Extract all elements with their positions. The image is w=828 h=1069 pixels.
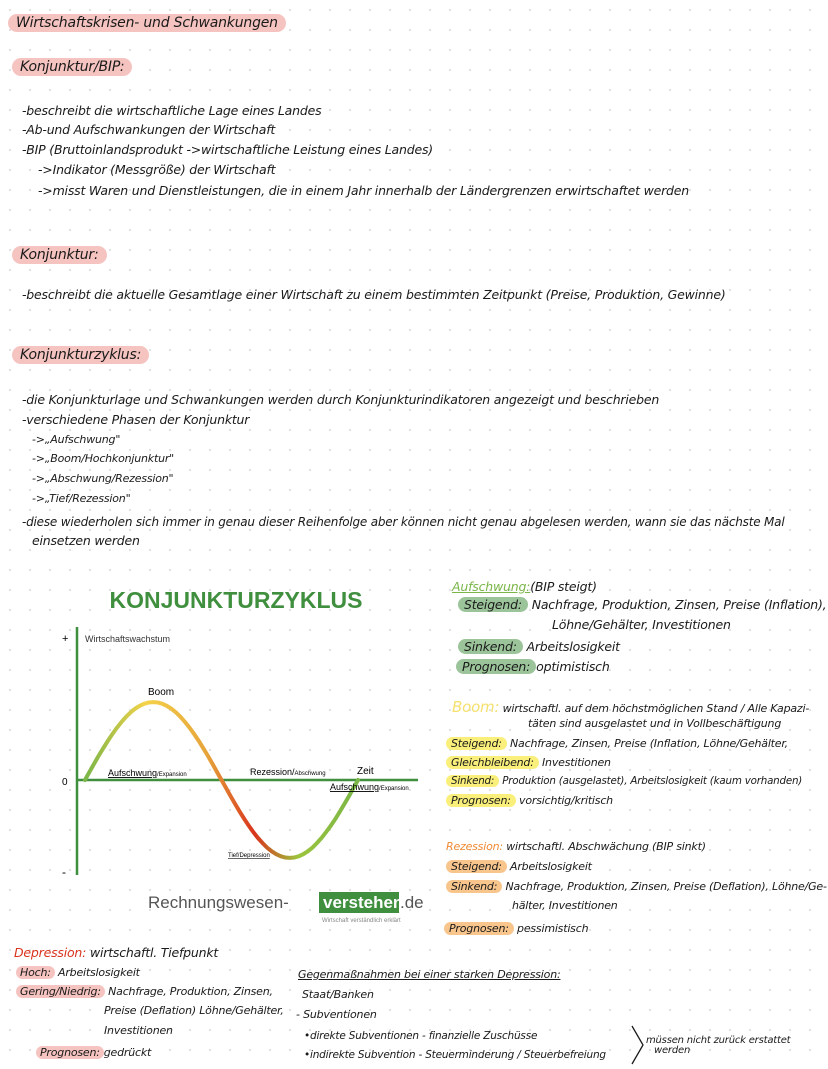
s3-line-4: ->„Boom/Hochkonjunktur"	[32, 452, 175, 465]
boom-steigend: Steigend: Nachfrage, Zinsen, Preise (Inflation, Löhne/Gehälter,	[446, 737, 788, 750]
s1-line-5: ->misst Waren und Dienstleistungen, die in einem Jahr innerhalb der Ländergrenzen erwirtschaftet werden	[38, 183, 690, 198]
brand-right: .de	[400, 893, 424, 912]
depression-prognose: Prognosen: gedrückt	[36, 1046, 151, 1059]
section-konjunkturzyklus-heading: Konjunkturzyklus:	[12, 346, 149, 364]
brand-sub: Wirtschaft verständlich erklärt	[322, 918, 401, 924]
minus-sign: -	[62, 865, 66, 879]
brand-box-text: verstehen	[323, 893, 404, 912]
section-konjunktur-heading: Konjunktur:	[12, 246, 107, 264]
depression-gering-2: Preise (Deflation) Löhne/Gehälter,	[104, 1004, 284, 1017]
rezession-sinkend-2: hälter, Investitionen	[512, 899, 618, 912]
boom-gleich: Gleichbleibend: Investitionen	[446, 756, 611, 769]
tief-label: Tief/Depression	[228, 853, 270, 859]
rezession-line: Rezession: wirtschaftl. Abschwächung (BIP sinkt)	[446, 840, 706, 853]
page-title: Wirtschaftskrisen- und Schwankungen	[8, 14, 286, 32]
aufschwung-sinkend: Sinkend: Arbeitslosigkeit	[458, 640, 620, 654]
gegen-line-4: •indirekte Subvention - Steuerminderung / Steuerbefreiung	[304, 1049, 606, 1061]
s3-line-8: einsetzen werden	[32, 533, 140, 548]
boom-line-2: täten sind ausgelastet und in Vollbeschäftigung	[528, 717, 782, 730]
gegen-line-3: •direkte Subventionen - finanzielle Zuschüsse	[304, 1030, 538, 1042]
s3-line-5: ->„Abschwung/Rezession"	[32, 472, 174, 485]
aufschwung-label-2: Aufschwung/Expansion	[330, 782, 409, 792]
depression-hoch: Hoch: Arbeitslosigkeit	[16, 966, 140, 979]
aufschwung-prognose: Prognosen: optimistisch	[456, 660, 610, 674]
aufschwung-steigend: Steigend: Nachfrage, Produktion, Zinsen, Preise (Inflation),	[458, 598, 826, 612]
zeit-label: Zeit	[357, 766, 374, 777]
rezession-label: Rezession/Abschwung	[250, 767, 326, 777]
aufschwung-label-1: Aufschwung/Expansion	[108, 768, 187, 778]
s1-line-3: -BIP (Bruttoinlandsprodukt ->wirtschaftliche Leistung eines Landes)	[22, 142, 433, 157]
brand-left: Rechnungswesen-	[148, 893, 289, 912]
s3-line-7: -diese wiederholen sich immer in genau dieser Reihenfolge aber können nicht genau abgelesen werden, wann sie das nächste Mal	[22, 515, 785, 529]
gegen-line-2: - Subventionen	[296, 1008, 377, 1021]
gegen-note-1: müssen nicht zurück erstattet	[646, 1035, 791, 1046]
boom-prognose: Prognosen: vorsichtig/kritisch	[446, 794, 613, 807]
gegen-note-2: werden	[654, 1045, 691, 1056]
y-axis-label: Wirtschaftswachstum	[85, 634, 171, 644]
konjunkturzyklus-diagram	[40, 580, 430, 925]
s2-line-1: -beschreibt die aktuelle Gesamtlage einer Wirtschaft zu einem bestimmten Zeitpunkt (Preise, Produktion, Gewinne)	[22, 287, 726, 302]
s1-line-1: -beschreibt die wirtschaftliche Lage eines Landes	[22, 103, 322, 118]
s3-line-3: ->„Aufschwung"	[32, 433, 121, 446]
s3-line-6: ->„Tief/Rezession"	[32, 492, 131, 505]
s3-line-1: -die Konjunkturlage und Schwankungen werden durch Konjunkturindikatoren angezeigt und beschrieben	[22, 392, 660, 407]
aufschwung-steigend-2: Löhne/Gehälter, Investitionen	[552, 617, 731, 632]
boom-sinkend: Sinkend: Produktion (ausgelastet), Arbeitslosigkeit (kaum vorhanden)	[446, 775, 802, 788]
zero-label: 0	[62, 777, 68, 788]
gegen-line-1: Staat/Banken	[302, 988, 374, 1001]
rezession-steigend: Steigend: Arbeitslosigkeit	[446, 860, 592, 873]
s1-line-4: ->Indikator (Messgröße) der Wirtschaft	[38, 162, 276, 177]
rezession-prognose: Prognosen: pessimistisch	[444, 922, 588, 935]
depression-gering-3: Investitionen	[104, 1024, 173, 1037]
aufschwung-line: Aufschwung:(BIP steigt)	[452, 579, 597, 594]
boom-line-1: Boom: wirtschaftl. auf dem höchstmöglichen Stand / Alle Kapazi-	[452, 698, 810, 716]
gegenmassnahmen-heading: Gegenmaßnahmen bei einer starken Depression:	[298, 968, 561, 981]
s3-line-2: -verschiedene Phasen der Konjunktur	[22, 412, 250, 427]
brace-icon	[630, 1024, 646, 1066]
rezession-sinkend: Sinkend: Nachfrage, Produktion, Zinsen, Preise (Deflation), Löhne/Ge-	[446, 880, 827, 893]
s1-line-2: -Ab-und Aufschwankungen der Wirtschaft	[22, 122, 276, 137]
boom-label: Boom	[148, 687, 175, 698]
depression-line: Depression: wirtschaftl. Tiefpunkt	[14, 945, 219, 960]
diagram-title: KONJUNKTURZYKLUS	[109, 587, 363, 613]
section-konjunktur-bip-heading: Konjunktur/BIP:	[12, 58, 132, 76]
depression-gering: Gering/Niedrig: Nachfrage, Produktion, Zinsen,	[16, 985, 273, 998]
plus-sign: +	[62, 633, 69, 645]
